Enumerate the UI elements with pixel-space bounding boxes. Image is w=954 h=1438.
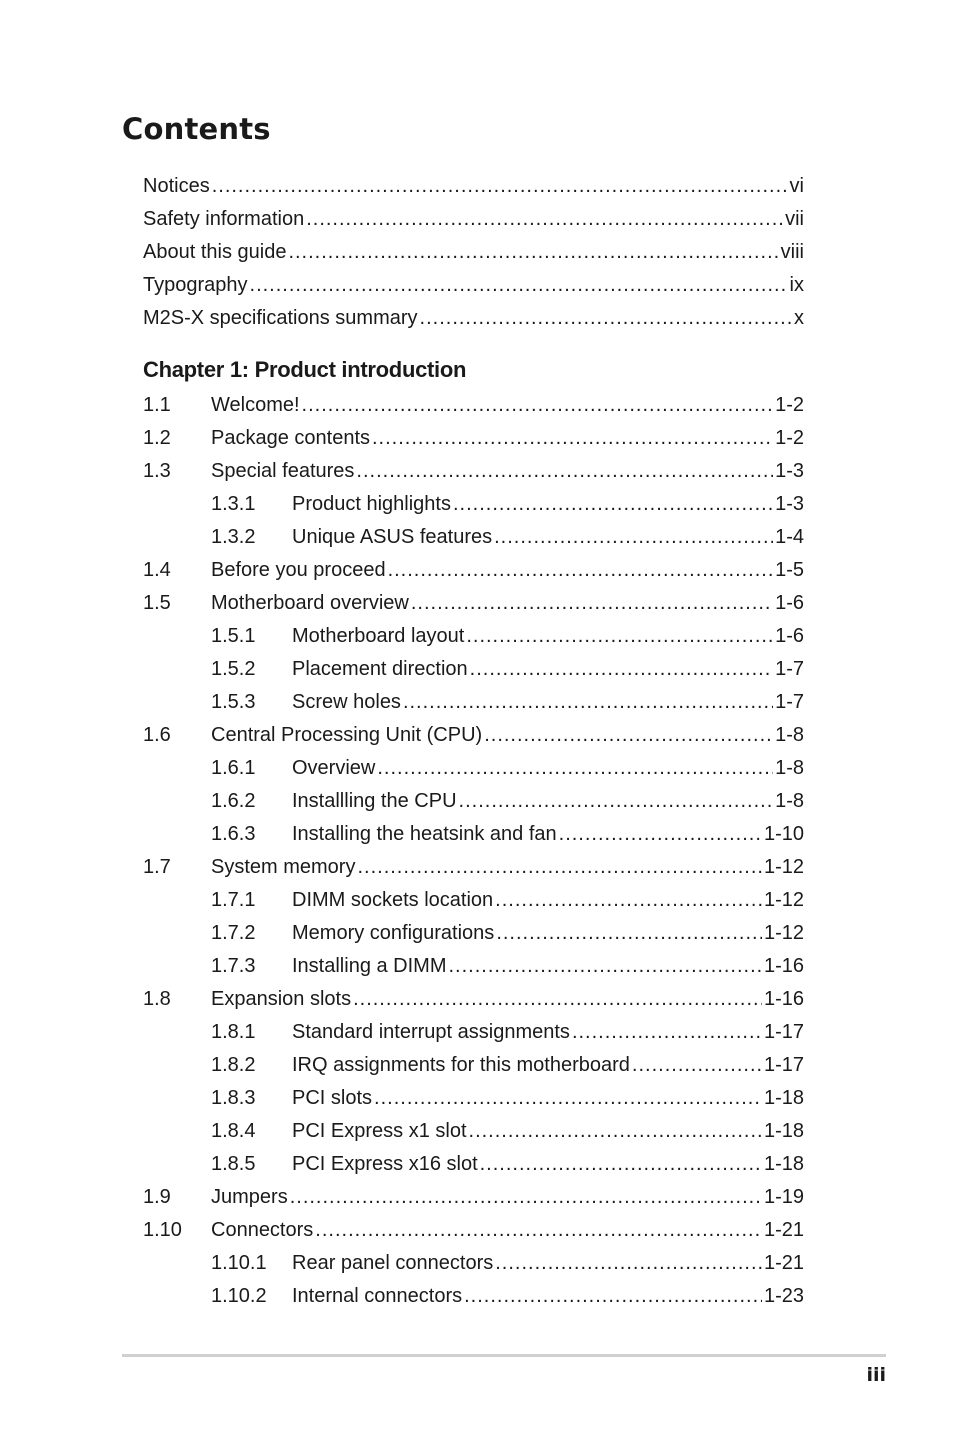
toc-entry-1-8-3[interactable]	[143, 1082, 804, 1115]
toc-entry-page: 1-3	[775, 460, 804, 482]
toc-entry-page: 1-23	[763, 1285, 804, 1307]
toc-entry-1-5-2[interactable]	[143, 653, 804, 686]
toc-entry-number: 1.10.2	[211, 1285, 267, 1307]
toc-entry-title: Welcome!	[211, 394, 300, 416]
toc-entry-number: 1.6.1	[211, 757, 256, 779]
toc-entry-page: 1-5	[775, 559, 804, 581]
toc-entry-title: About this guide	[143, 241, 287, 263]
dot-leader	[372, 422, 773, 455]
toc-entry-title: Internal connectors	[292, 1285, 463, 1307]
dot-leader	[459, 785, 774, 818]
toc-entry-1-5[interactable]	[143, 587, 804, 620]
toc-entry-about-this-guide[interactable]	[143, 236, 804, 269]
toc-entry-title: Installing a DIMM	[292, 955, 447, 977]
toc-entry-number: 1.4	[143, 559, 171, 581]
toc-entry-1-1[interactable]	[143, 389, 804, 422]
toc-entry-page: 1-16	[763, 955, 804, 977]
chapter-heading[interactable]: Chapter 1: Product introduction	[143, 357, 467, 382]
toc-entry-title: PCI slots	[292, 1087, 373, 1109]
toc-entry-title: Overview	[292, 757, 376, 779]
toc-entry-page: ix	[789, 274, 804, 296]
toc-entry-page: 1-8	[775, 724, 804, 746]
dot-leader	[480, 1148, 762, 1181]
toc-entry-title: Standard interrupt assignments	[292, 1021, 570, 1043]
dot-leader	[469, 1115, 762, 1148]
toc-entry-number: 1.3	[143, 460, 171, 482]
toc-entry-title: Central Processing Unit (CPU)	[211, 724, 483, 746]
toc-entry-page: viii	[780, 241, 804, 263]
toc-entry-1-3-1[interactable]	[143, 488, 804, 521]
dot-leader	[356, 455, 773, 488]
toc-entry-page: 1-16	[763, 988, 804, 1010]
toc-entry-number: 1.8	[143, 988, 171, 1010]
toc-entry-typography[interactable]	[143, 269, 804, 302]
toc-entry-page: 1-7	[775, 658, 804, 680]
dot-leader	[496, 917, 762, 950]
dot-leader	[250, 269, 788, 302]
toc-entry-page: 1-12	[763, 889, 804, 911]
toc-entry-number: 1.7	[143, 856, 171, 878]
toc-entry-1-5-3[interactable]	[143, 686, 804, 719]
toc-entry-title: DIMM sockets location	[292, 889, 494, 911]
toc-entry-number: 1.2	[143, 427, 171, 449]
dot-leader	[411, 587, 773, 620]
dot-leader	[632, 1049, 762, 1082]
toc-entry-1-3-2[interactable]	[143, 521, 804, 554]
toc-entry-page: 1-6	[775, 625, 804, 647]
toc-entry-title: Typography	[143, 274, 248, 296]
toc-entry-1-7[interactable]	[143, 851, 804, 884]
toc-entry-title: Special features	[211, 460, 355, 482]
toc-entry-page: 1-2	[775, 427, 804, 449]
dot-leader	[466, 620, 773, 653]
toc-entry-number: 1.5.3	[211, 691, 256, 713]
toc-entry-1-10-2[interactable]	[143, 1280, 804, 1313]
dot-leader	[290, 1181, 762, 1214]
toc-entry-page: 1-18	[763, 1087, 804, 1109]
dot-leader	[306, 203, 783, 236]
toc-entry-page: 1-18	[763, 1153, 804, 1175]
toc-entry-title: Expansion slots	[211, 988, 352, 1010]
toc-entry-title: Connectors	[211, 1219, 314, 1241]
toc-entry-number: 1.9	[143, 1186, 171, 1208]
toc-entry-number: 1.10	[143, 1219, 182, 1241]
toc-entry-1-3[interactable]	[143, 455, 804, 488]
dot-leader	[559, 818, 762, 851]
toc-entry-page: 1-3	[775, 493, 804, 515]
toc-entry-page: 1-12	[763, 922, 804, 944]
toc-entry-title: Notices	[143, 175, 210, 197]
toc-entry-title: Safety information	[143, 208, 305, 230]
toc-entry-number: 1.6	[143, 724, 171, 746]
toc-entry-1-8-2[interactable]	[143, 1049, 804, 1082]
dot-leader	[403, 686, 773, 719]
toc-entry-title: Motherboard layout	[292, 625, 465, 647]
page-title: Contents	[122, 112, 271, 146]
toc-entry-title: Product highlights	[292, 493, 451, 515]
toc-entry-title: PCI Express x16 slot	[292, 1153, 478, 1175]
chapter-entries-list	[143, 389, 804, 1313]
toc-entry-number: 1.8.3	[211, 1087, 256, 1109]
toc-entry-page: 1-19	[763, 1186, 804, 1208]
toc-entry-title: Screw holes	[292, 691, 401, 713]
dot-leader	[470, 653, 773, 686]
toc-entry-number: 1.7.2	[211, 922, 256, 944]
toc-entry-title: Unique ASUS features	[292, 526, 493, 548]
toc-entry-title: Placement direction	[292, 658, 468, 680]
toc-entry-1-6-1[interactable]	[143, 752, 804, 785]
table-of-contents	[143, 170, 804, 1313]
dot-leader	[357, 851, 762, 884]
toc-entry-page: 1-4	[775, 526, 804, 548]
toc-entry-1-8-5[interactable]	[143, 1148, 804, 1181]
toc-entry-number: 1.8.2	[211, 1054, 256, 1076]
toc-entry-number: 1.5.1	[211, 625, 256, 647]
toc-entry-1-2[interactable]	[143, 422, 804, 455]
toc-entry-page: 1-21	[763, 1219, 804, 1241]
dot-leader	[374, 1082, 762, 1115]
toc-entry-1-8-1[interactable]	[143, 1016, 804, 1049]
toc-entry-1-6[interactable]	[143, 719, 804, 752]
toc-entry-1-4[interactable]	[143, 554, 804, 587]
toc-entry-page: vii	[785, 208, 804, 230]
dot-leader	[353, 983, 762, 1016]
dot-leader	[288, 236, 778, 269]
toc-entry-1-7-3[interactable]	[143, 950, 804, 983]
toc-entry-page: 1-7	[775, 691, 804, 713]
toc-entry-page: 1-8	[775, 757, 804, 779]
toc-entry-number: 1.8.4	[211, 1120, 256, 1142]
dot-leader	[453, 488, 773, 521]
toc-entry-page: 1-2	[775, 394, 804, 416]
dot-leader	[420, 302, 792, 335]
dot-leader	[464, 1280, 762, 1313]
toc-entry-1-7-1[interactable]	[143, 884, 804, 917]
toc-entry-1-6-2[interactable]	[143, 785, 804, 818]
page-number: iii	[866, 1364, 886, 1386]
toc-entry-title: System memory	[211, 856, 356, 878]
toc-entry-number: 1.1	[143, 394, 171, 416]
dot-leader	[495, 884, 762, 917]
toc-entry-title: Jumpers	[211, 1186, 288, 1208]
toc-entry-page: 1-17	[763, 1054, 804, 1076]
toc-entry-title: PCI Express x1 slot	[292, 1120, 467, 1142]
toc-entry-title: Package contents	[211, 427, 370, 449]
toc-entry-title: Motherboard overview	[211, 592, 409, 614]
toc-entry-number: 1.6.3	[211, 823, 256, 845]
toc-entry-safety-information[interactable]	[143, 203, 804, 236]
dot-leader	[449, 950, 762, 983]
toc-entry-page: 1-12	[763, 856, 804, 878]
toc-entry-page: 1-18	[763, 1120, 804, 1142]
toc-entry-title: Installling the CPU	[292, 790, 457, 812]
toc-entry-1-5-1[interactable]	[143, 620, 804, 653]
toc-entry-number: 1.6.2	[211, 790, 256, 812]
toc-entry-page: 1-10	[763, 823, 804, 845]
toc-entry-title: Installing the heatsink and fan	[292, 823, 557, 845]
dot-leader	[388, 554, 774, 587]
dot-leader	[484, 719, 773, 752]
toc-entry-page: x	[794, 307, 804, 329]
dot-leader	[212, 170, 788, 203]
toc-entry-page: 1-17	[763, 1021, 804, 1043]
toc-entry-title: M2S-X specifications summary	[143, 307, 418, 329]
toc-entry-page: 1-8	[775, 790, 804, 812]
toc-entry-title: Rear panel connectors	[292, 1252, 494, 1274]
toc-entry-title: IRQ assignments for this motherboard	[292, 1054, 630, 1076]
toc-entry-number: 1.5	[143, 592, 171, 614]
dot-leader	[315, 1214, 762, 1247]
dot-leader	[377, 752, 773, 785]
toc-entry-page: 1-6	[775, 592, 804, 614]
dot-leader	[495, 1247, 762, 1280]
toc-entry-number: 1.3.1	[211, 493, 256, 515]
toc-entry-number: 1.3.2	[211, 526, 256, 548]
toc-entry-page: vi	[789, 175, 804, 197]
toc-entry-1-8[interactable]	[143, 983, 804, 1016]
toc-entry-number: 1.5.2	[211, 658, 256, 680]
toc-entry-specifications-summary[interactable]	[143, 302, 804, 335]
dot-leader	[494, 521, 773, 554]
toc-entry-1-7-2[interactable]	[143, 917, 804, 950]
toc-entry-number: 1.7.1	[211, 889, 256, 911]
dot-leader	[572, 1016, 762, 1049]
toc-entry-title: Memory configurations	[292, 922, 495, 944]
toc-entry-number: 1.8.1	[211, 1021, 256, 1043]
toc-entry-1-9[interactable]	[143, 1181, 804, 1214]
footer-divider	[122, 1354, 886, 1357]
dot-leader	[302, 389, 774, 422]
toc-entry-1-8-4[interactable]	[143, 1115, 804, 1148]
toc-entry-number: 1.10.1	[211, 1252, 267, 1274]
toc-entry-title: Before you proceed	[211, 559, 386, 581]
toc-entry-number: 1.7.3	[211, 955, 256, 977]
toc-entry-number: 1.8.5	[211, 1153, 256, 1175]
toc-entry-page: 1-21	[763, 1252, 804, 1274]
toc-entry-1-10[interactable]	[143, 1214, 804, 1247]
toc-entry-1-6-3[interactable]	[143, 818, 804, 851]
toc-entry-1-10-1[interactable]	[143, 1247, 804, 1280]
front-matter-list	[143, 170, 804, 335]
toc-entry-notices[interactable]	[143, 170, 804, 203]
